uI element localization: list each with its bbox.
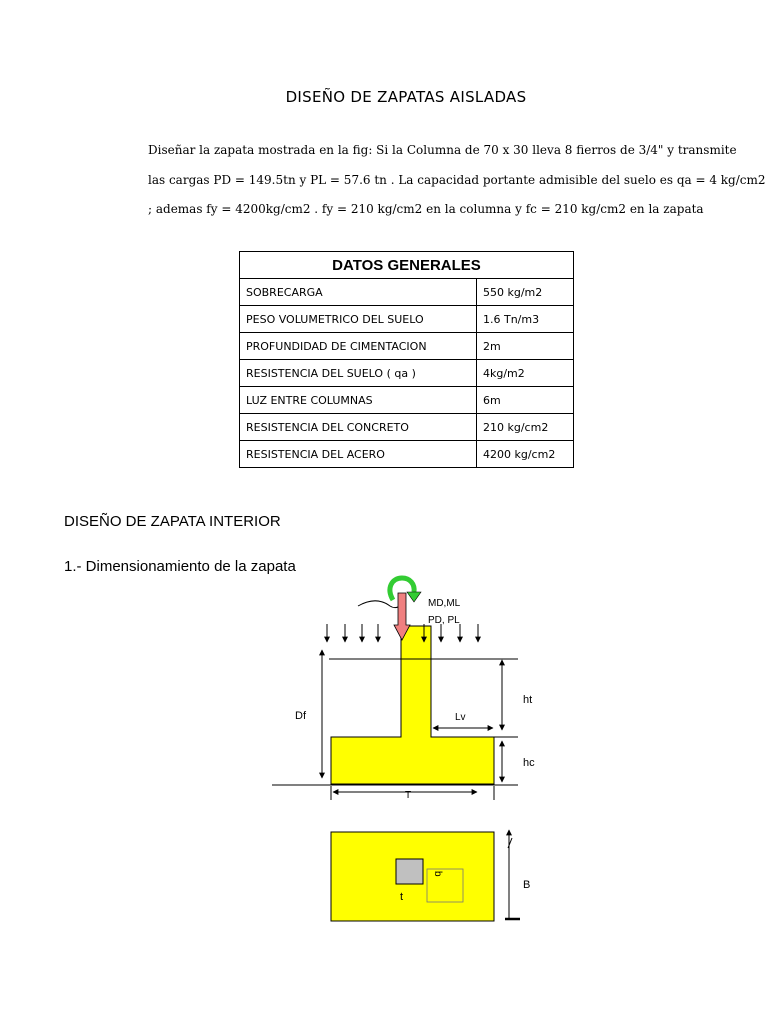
label-md-ml: MD,ML — [428, 598, 461, 609]
problem-text-line-3: ; ademas fy = 4200kg/cm2 . fy = 210 kg/cm2 en la columna y fc = 210 kg/cm2 en la zapata — [148, 202, 704, 216]
row-value: 1.6 Tn/m3 — [477, 306, 574, 333]
section-title: DISEÑO DE ZAPATA INTERIOR — [64, 513, 281, 530]
column-plan — [396, 859, 423, 884]
label-df: Df — [295, 710, 306, 722]
problem-text-line-1: Diseñar la zapata mostrada en la fig: Si la Columna de 70 x 30 lleva 8 fierros de 3/4" y transmite — [148, 143, 737, 157]
row-value: 4200 kg/cm2 — [477, 441, 574, 468]
label-b-width: B — [523, 879, 531, 891]
row-label: SOBRECARGA — [240, 279, 477, 306]
label-b-column: b — [432, 871, 443, 877]
table-header: DATOS GENERALES — [240, 252, 574, 279]
row-label: PROFUNDIDAD DE CIMENTACION — [240, 333, 477, 360]
label-ht: ht — [523, 694, 533, 706]
row-value: 550 kg/m2 — [477, 279, 574, 306]
row-value: 210 kg/cm2 — [477, 414, 574, 441]
row-label: RESISTENCIA DEL CONCRETO — [240, 414, 477, 441]
row-label: PESO VOLUMETRICO DEL SUELO — [240, 306, 477, 333]
label-pd-pl: PD, PL — [428, 615, 460, 626]
row-label: RESISTENCIA DEL ACERO — [240, 441, 477, 468]
row-label: LUZ ENTRE COLUMNAS — [240, 387, 477, 414]
row-value: 2m — [477, 333, 574, 360]
row-value: 4kg/m2 — [477, 360, 574, 387]
label-t-column: t — [400, 891, 404, 903]
problem-text-line-2: las cargas PD = 149.5tn y PL = 57.6 tn . La capacidad portante admisible del suelo es qa = 4 kg/cm2 — [148, 173, 766, 187]
label-lv: Lv — [455, 712, 466, 723]
row-label: RESISTENCIA DEL SUELO ( qa ) — [240, 360, 477, 387]
moment-arrowhead-icon — [407, 592, 421, 602]
row-value: 6m — [477, 387, 574, 414]
label-t-length: T — [405, 790, 412, 801]
label-hc: hc — [523, 757, 535, 769]
footing-elevation — [331, 626, 494, 784]
load-line-squiggle — [358, 600, 404, 608]
page-title: DISEÑO DE ZAPATAS AISLADAS — [285, 88, 527, 106]
subsection-title: 1.- Dimensionamiento de la zapata — [64, 558, 296, 575]
